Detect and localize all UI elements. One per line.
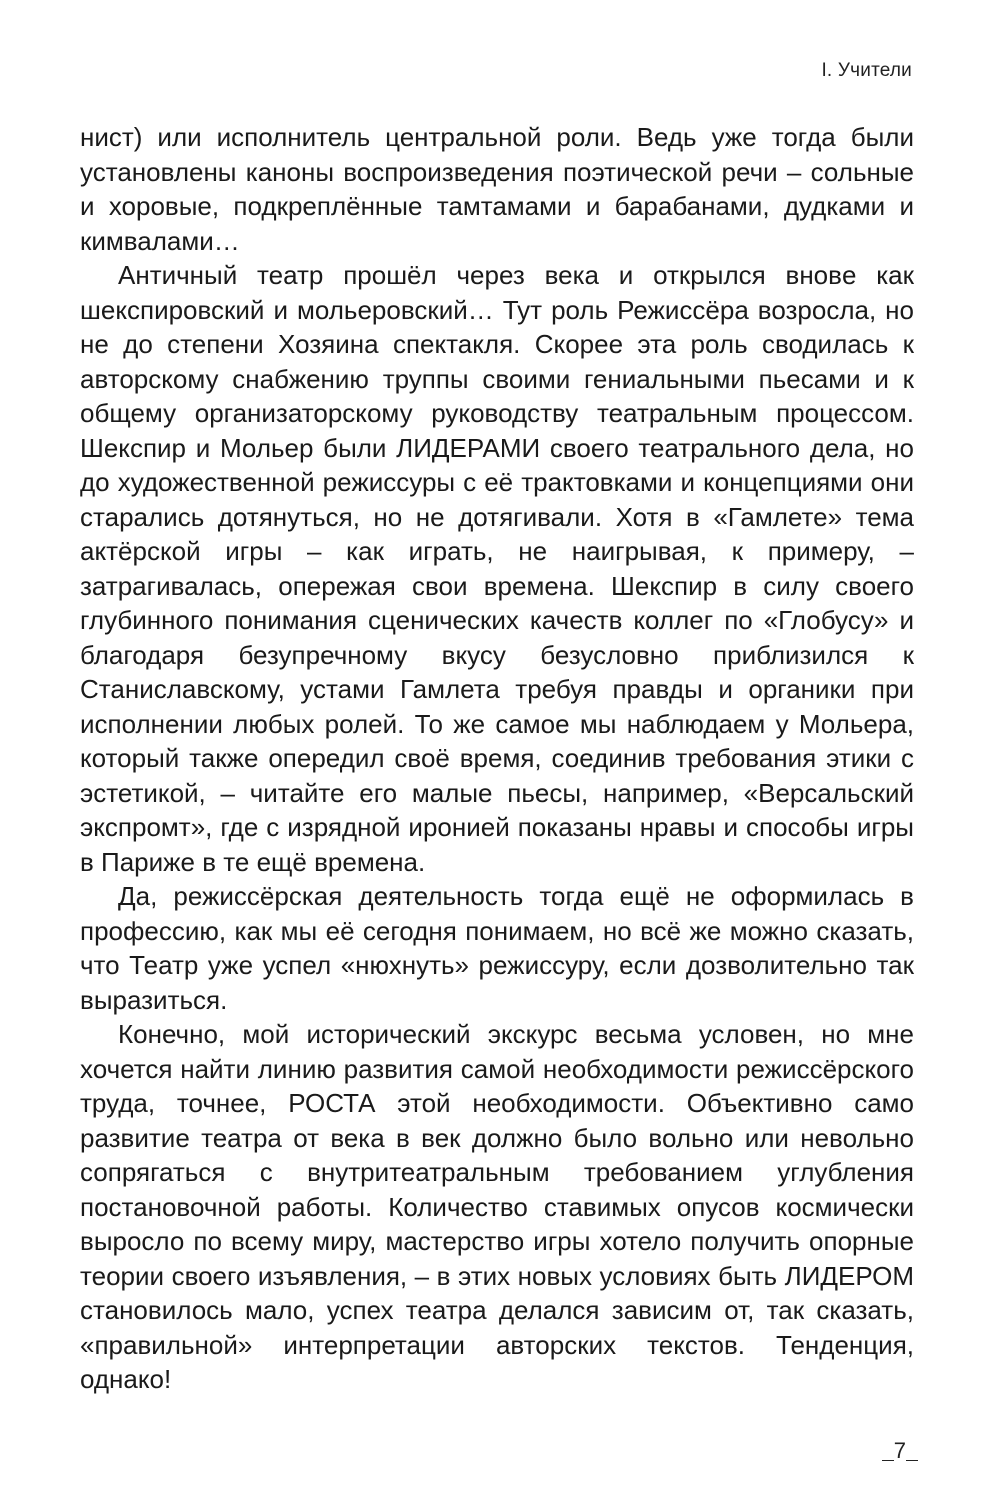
paragraph-1: нист) или исполнитель центральной роли. Ведь уже тогда были установлены каноны воспроизведения поэтической речи – сольные и хоровые, подкреплённые тамтамами и барабанами, дудками и кимвалами… xyxy=(80,122,914,256)
paragraph-4: Конечно, мой исторический экскурс весьма условен, но мне хочется найти линию развития самой необходимости режиссёрского труда, точнее, РОСТА этой необходимости. Объективно само развитие театра от века в век должно было вольно или невольно сопрягаться с внутритеатральным требованием углубления постановочной работы. Количество ставимых опусов космически выросло по всему миру, мастерство игры хотело получить опорные теории своего изъявления, – в этих новых условиях быть ЛИДЕРОМ становилось мало, успех театра делался зависим от, так сказать, «правильной» интерпретации авторских текстов. Тенденция, однако! xyxy=(80,1019,914,1394)
page-number xyxy=(882,1438,918,1464)
body-text xyxy=(80,120,914,1397)
running-head: I. Учители xyxy=(821,60,912,81)
paragraph-2: Античный театр прошёл через века и открылся вновe как шекспировский и мольеровский… Тут роль Режиссёра возросла, но не до степени Хозяина спектакля. Скорее эта роль сводилась к авторскому снабжению труппы своими гениальными пьесами и к общему организаторскому руководству театральным процессом. Шекспир и Мольер были ЛИДЕРАМИ своего театрального дела, но до художественной режиссуры с её трактовками и концепциями они старались дотянуться, но не дотягивали. Хотя в «Гамлете» тема актёрской игры – как играть, не наигрывая, к примеру, – затрагивалась, опережая свои времена. Шекспир в силу своего глубинного понимания сценических качеств коллег по «Глобусу» и благодаря безупречному вкусу безусловно приблизился к Станиславскому, устами Гамлета требуя правды и органики при исполнении любых ролей. То же самое мы наблюдаем у Мольера, который также опередил своё время, соединив требования этики с эстетикой, – читайте его малые пьесы, например, «Версальский экспромт», где с изрядной иронией показаны нравы и способы игры в Париже в те ещё времена. xyxy=(80,260,914,877)
page-number-rule-right xyxy=(906,1460,918,1461)
page-number-value: 7 xyxy=(893,1438,906,1463)
page-number-rule-left xyxy=(882,1460,894,1461)
paragraph-3: Да, режиссёрская деятельность тогда ещё не оформилась в профессию, как мы её сегодня понимаем, но всё же можно сказать, что Театр уже успел «нюхнуть» режиссуру, если дозволительно так выразиться. xyxy=(80,881,914,1015)
